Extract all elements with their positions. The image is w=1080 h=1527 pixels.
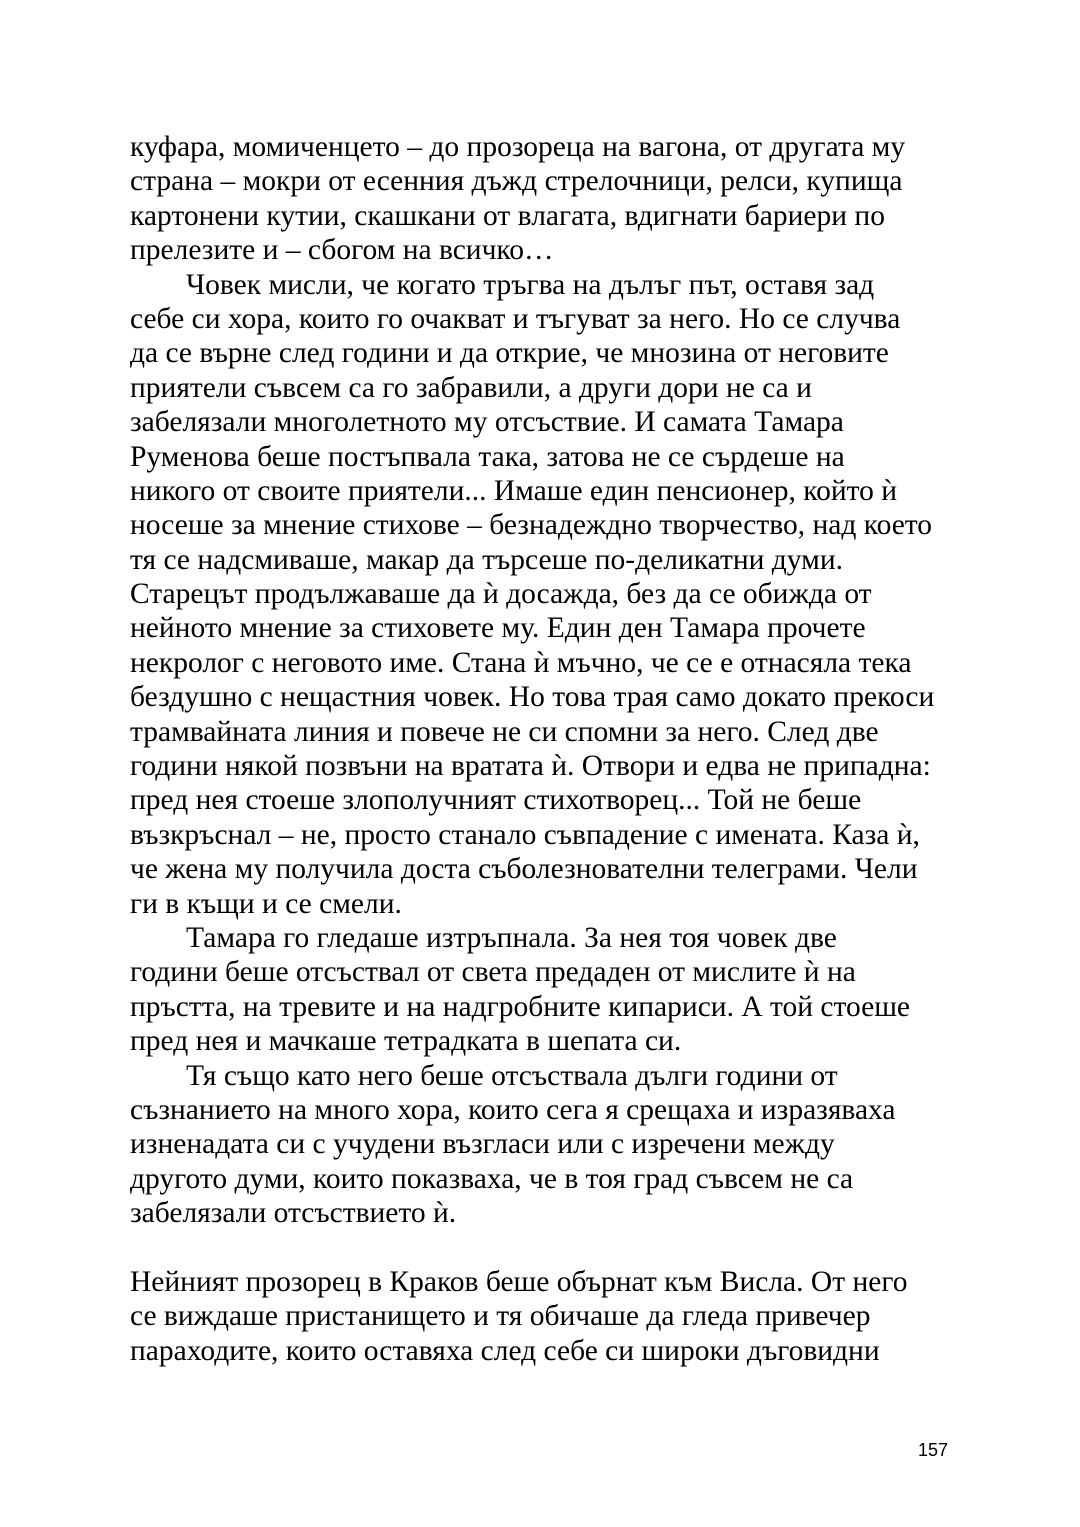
paragraph-first-line: Тя също като него беше отсъствала дълги години от xyxy=(186,1059,838,1092)
text-line: пръстта, на тревите и на надгробните кипариси. А той стоеше xyxy=(130,990,911,1023)
text-line: изненадата си с учудени възгласи или с изречени между xyxy=(130,1128,835,1161)
text-line: Старецът продължаваше да ѝ досажда, без да се обижда от xyxy=(130,578,872,611)
text-line: нейното мнение за стиховете му. Един ден Тамара прочете xyxy=(130,612,866,645)
text-line: прелезите и – сбогом на всичко… xyxy=(130,234,554,267)
text-line: ги в къщи и се смели. xyxy=(130,887,402,920)
text-line: никого от своите приятели... Имаше един пенсионер, който ѝ xyxy=(130,474,898,507)
text-line: другото думи, които показваха, че в тоя град съвсем не са xyxy=(130,1162,854,1195)
text-line: бездушно с нещастния човек. Но това трая само докато прекоси xyxy=(130,681,935,714)
text-line: съзнанието на много хора, които сега я срещаха и изразяваха xyxy=(130,1093,896,1126)
text-line: тя се надсмиваше, макар да търсеше по-деликатни думи. xyxy=(130,543,843,576)
text-line: себе си хора, които го очакват и тъгуват за него. Но се случва xyxy=(130,302,901,335)
section-first-line: Нейният прозорец в Краков беше обърнат към Висла. От него xyxy=(130,1265,908,1298)
text-line: картонени кутии, скашкани от влагата, вдигнати бариери по xyxy=(130,199,885,232)
text-line: трамвайната линия и повече не си спомни за него. След две xyxy=(130,715,879,748)
text-line: възкръснал – не, просто станало съвпадение с имената. Каза ѝ, xyxy=(130,818,920,851)
text-line: некролог с неговото име. Стана ѝ мъчно, че се е отнасяла тека xyxy=(130,646,912,679)
text-line: години някой позвъни на вратата ѝ. Отвори и едва не припадна: xyxy=(130,750,931,783)
text-line: години беше отсъствал от света предаден от мислите ѝ на xyxy=(130,956,856,989)
text-line: носеше за мнение стихове – безнадеждно творчество, над което xyxy=(130,509,933,542)
text-line: пред нея стоеше злополучният стихотворец... Той не беше xyxy=(130,784,862,817)
text-line: забелязали многолетното му отсъствие. И самата Тамара xyxy=(130,406,844,439)
text-line: страна – мокри от есенния дъжд стрелочници, релси, купища xyxy=(130,165,903,198)
paragraph-first-line: Тамара го гледаше изтръпнала. За нея тоя човек две xyxy=(186,921,837,954)
paragraph-first-line: Човек мисли, че когато тръгва на дълъг път, оставя зад xyxy=(186,268,875,301)
text-line: че жена му получила доста съболезнователни телеграми. Чели xyxy=(130,853,918,886)
text-line: се виждаше пристанището и тя обичаше да гледа привечер xyxy=(130,1300,871,1333)
text-line: приятели съвсем са го забравили, а други дори не са и xyxy=(130,371,812,404)
section-break xyxy=(130,1231,960,1265)
text-line: параходите, които оставяха след себе си широки дъговидни xyxy=(130,1334,880,1367)
body-text xyxy=(130,130,960,1368)
page-number: 157 xyxy=(918,1440,949,1460)
text-line: да се върне след години и да открие, че мнозина от неговите xyxy=(130,337,889,370)
text-line: куфара, момиченцето – до прозореца на вагона, от другата му xyxy=(130,131,906,163)
text-line: пред нея и мачкаше тетрадката в шепата си. xyxy=(130,1025,682,1058)
text-line: Руменова беше постъпвала така, затова не се сърдеше на xyxy=(130,440,845,473)
text-line: забелязали отсъствието ѝ. xyxy=(130,1197,457,1230)
